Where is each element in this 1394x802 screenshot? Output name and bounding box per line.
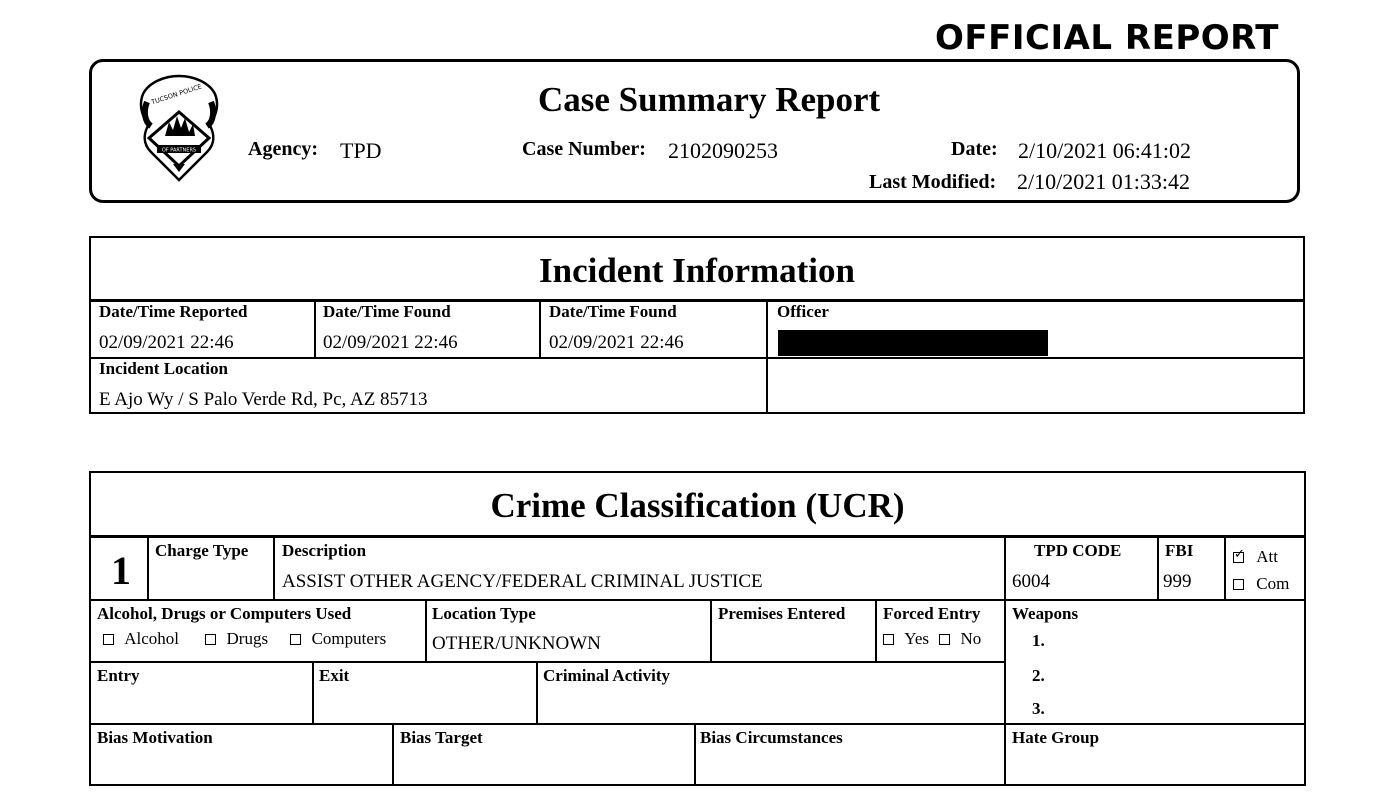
attempted-checkbox-row[interactable] (1233, 547, 1278, 567)
date-time-found-label: Date/Time Found (323, 302, 451, 321)
forced-entry-label: Forced Entry (883, 604, 981, 623)
weapon-2-label: 2. (1032, 666, 1045, 685)
police-badge-logo (135, 72, 223, 186)
completed-checkbox[interactable] (1233, 579, 1244, 590)
description-value: ASSIST OTHER AGENCY/FEDERAL CRIMINAL JUSTICE (282, 571, 763, 592)
incident-information-table (89, 236, 1305, 414)
location-type-value: OTHER/UNKNOWN (432, 633, 601, 654)
last-modified-label: Last Modified: (869, 171, 997, 193)
case-number-label: Case Number: (522, 138, 646, 160)
computers-checkbox[interactable] (290, 634, 301, 645)
fbi-label: FBI (1165, 541, 1194, 560)
drugs-checkbox[interactable] (205, 634, 216, 645)
date-time-reported-label: Date/Time Reported (99, 302, 248, 321)
crime-classification-table (89, 471, 1306, 786)
date-label: Date: (951, 138, 998, 160)
premises-entered-label: Premises Entered (718, 604, 846, 623)
location-type-label: Location Type (432, 604, 536, 623)
fbi-value: 999 (1163, 571, 1192, 592)
report-title: Case Summary Report (538, 80, 881, 119)
officer-redaction (778, 330, 1048, 356)
incident-section-title: Incident Information (539, 251, 855, 290)
attempted-checkbox[interactable] (1233, 547, 1245, 563)
alcohol-label: Alcohol (124, 629, 180, 648)
hate-group-label: Hate Group (1012, 728, 1100, 747)
forced-entry-checkboxes (883, 629, 981, 649)
drugs-label: Drugs (226, 629, 269, 648)
incident-location-label: Incident Location (99, 359, 228, 378)
forced-entry-no-label: No (960, 629, 982, 648)
exit-label: Exit (319, 666, 350, 685)
case-number-value: 2102090253 (668, 138, 778, 163)
bias-target-label: Bias Target (400, 728, 483, 747)
official-report-stamp: OFFICIAL REPORT (935, 18, 1279, 58)
alcohol-drugs-computers-label: Alcohol, Drugs or Computers Used (97, 604, 352, 623)
date-time-found-2-label: Date/Time Found (549, 302, 677, 321)
forced-entry-yes-checkbox[interactable] (883, 634, 894, 645)
weapon-3-label: 3. (1032, 699, 1045, 718)
weapons-label: Weapons (1012, 604, 1079, 623)
forced-entry-yes-label: Yes (904, 629, 929, 648)
date-time-reported-value: 02/09/2021 22:46 (99, 332, 234, 353)
attempted-label: Att (1256, 547, 1278, 566)
bias-circumstances-label: Bias Circumstances (700, 728, 843, 747)
date-time-found-2-value: 02/09/2021 22:46 (549, 332, 684, 353)
completed-checkbox-row[interactable] (1233, 574, 1289, 594)
incident-location-value: E Ajo Wy / S Palo Verde Rd, Pc, AZ 85713 (99, 389, 428, 410)
agency-label: Agency: (248, 138, 318, 160)
entry-label: Entry (97, 666, 140, 685)
ucr-section-title: Crime Classification (UCR) (490, 486, 905, 525)
criminal-activity-label: Criminal Activity (543, 666, 671, 685)
last-modified-value: 2/10/2021 01:33:42 (1017, 169, 1190, 194)
description-label: Description (282, 541, 367, 560)
forced-entry-no-checkbox[interactable] (939, 634, 950, 645)
weapon-1-label: 1. (1032, 631, 1045, 650)
alcohol-checkbox[interactable] (103, 634, 114, 645)
computers-label: Computers (311, 629, 387, 648)
check-icon: ✓ (1234, 547, 1245, 562)
officer-label: Officer (777, 302, 829, 321)
tpd-code-value: 6004 (1012, 571, 1050, 592)
date-time-found-value: 02/09/2021 22:46 (323, 332, 458, 353)
bias-motivation-label: Bias Motivation (97, 728, 213, 747)
date-value: 2/10/2021 06:41:02 (1018, 138, 1191, 163)
charge-type-label: Charge Type (155, 541, 249, 560)
tpd-code-label: TPD CODE (1034, 541, 1122, 560)
charge-number: 1 (111, 548, 131, 593)
agency-value: TPD (340, 138, 382, 163)
logo-banner-text: OF PARTNERS (161, 147, 197, 154)
substance-checkboxes (103, 629, 386, 649)
logo-top-text: TUCSON POLICE (150, 82, 203, 107)
completed-label: Com (1256, 574, 1290, 593)
